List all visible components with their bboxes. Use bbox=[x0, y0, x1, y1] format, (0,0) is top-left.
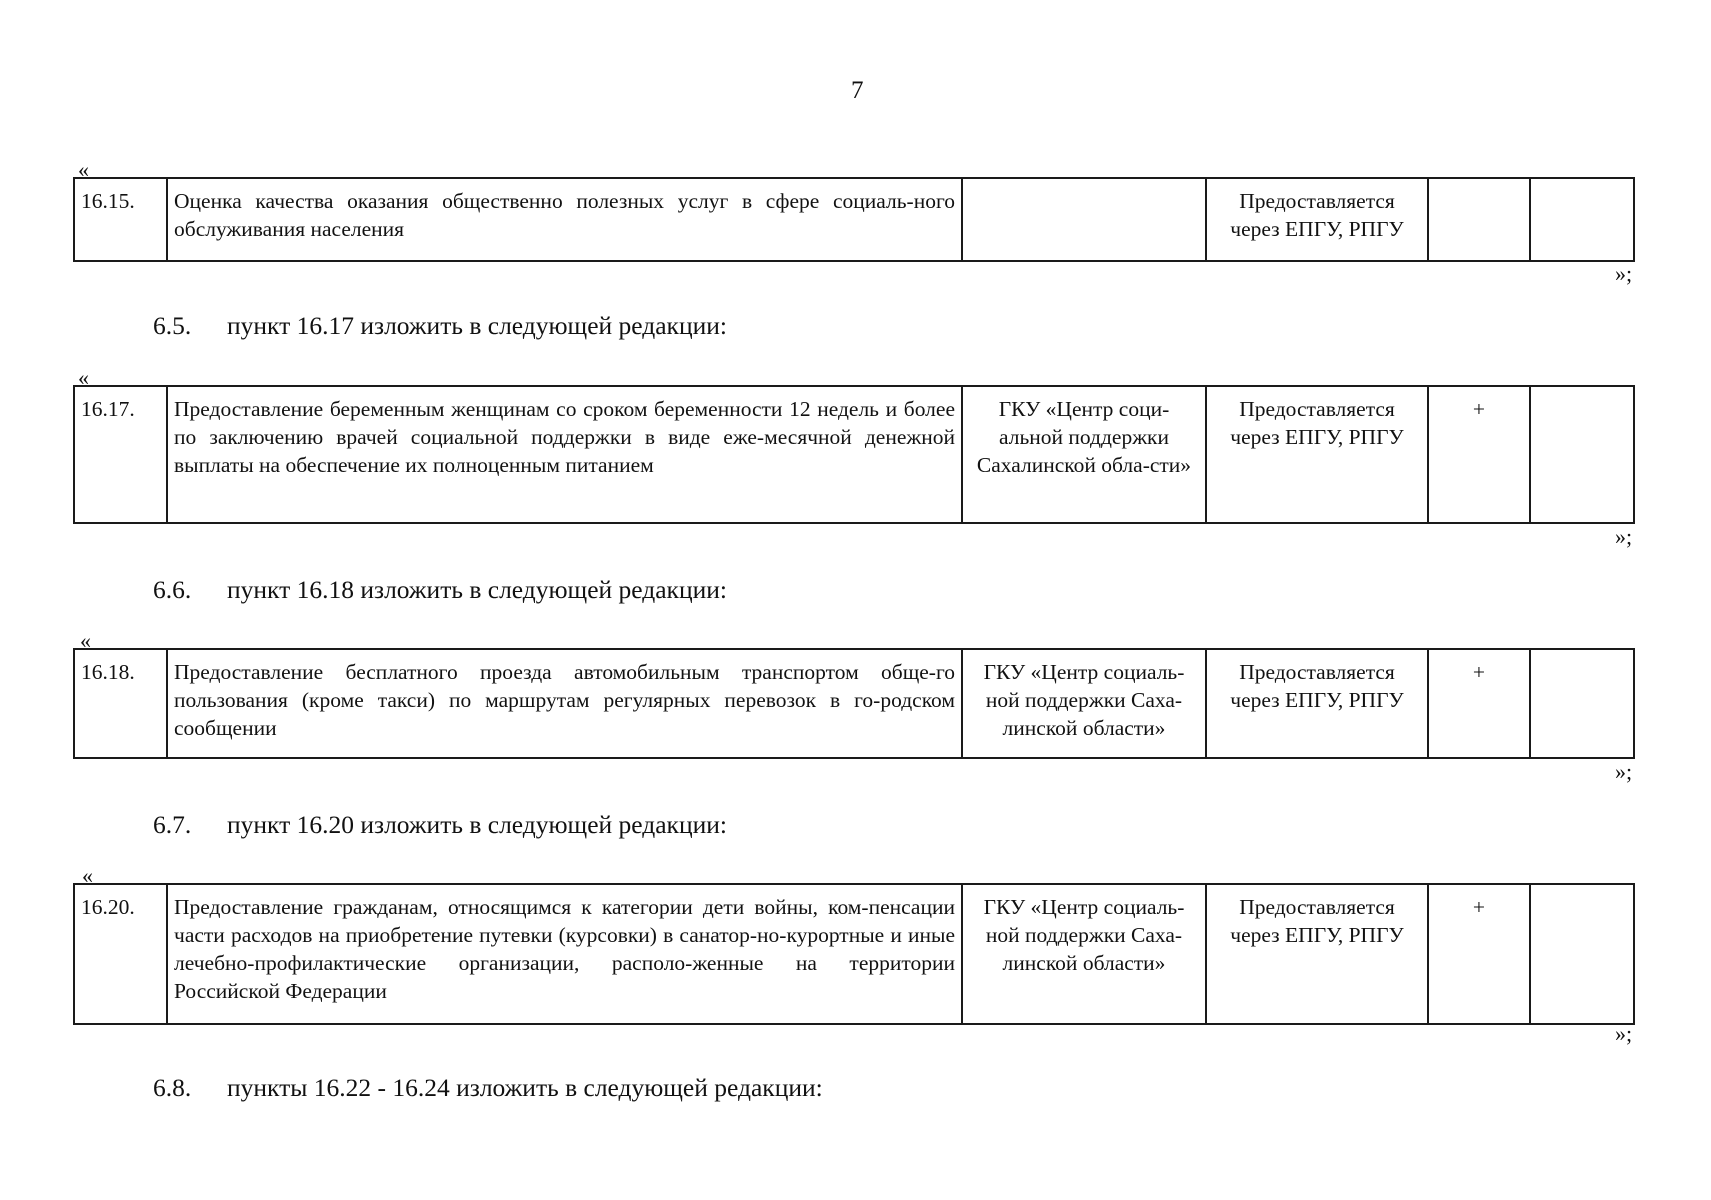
extra-cell bbox=[1530, 178, 1634, 261]
provision-method: Предоставляется через ЕПГУ, РПГУ bbox=[1206, 178, 1428, 261]
provision-method: Предоставляется через ЕПГУ, РПГУ bbox=[1206, 386, 1428, 523]
closing-quote: »; bbox=[1615, 1021, 1633, 1046]
extra-cell bbox=[1530, 649, 1634, 758]
section-heading-6-5 bbox=[153, 310, 727, 342]
heading-text: пункт 16.20 изложить в следующей редакции: bbox=[227, 810, 727, 839]
row-number: 16.18. bbox=[74, 649, 167, 758]
provision-method: Предоставляется через ЕПГУ, РПГУ bbox=[1206, 649, 1428, 758]
organization: ГКУ «Центр социаль-ной поддержки Саха-линской области» bbox=[962, 884, 1206, 1024]
mark-cell: + bbox=[1428, 649, 1530, 758]
organization: ГКУ «Центр соци-альной поддержки Сахалинской обла-сти» bbox=[962, 386, 1206, 523]
heading-number: 6.7. bbox=[153, 810, 192, 839]
opening-quote: « bbox=[80, 628, 91, 653]
heading-text: пункт 16.17 изложить в следующей редакции: bbox=[227, 311, 727, 340]
row-number: 16.17. bbox=[74, 386, 167, 523]
closing-quote: »; bbox=[1615, 261, 1633, 286]
section-heading-6-8 bbox=[153, 1072, 823, 1104]
table-row-16-18 bbox=[73, 648, 1635, 759]
opening-quote: « bbox=[78, 157, 89, 182]
heading-text: пункт 16.18 изложить в следующей редакции: bbox=[227, 575, 727, 604]
mark-cell: + bbox=[1428, 884, 1530, 1024]
closing-quote: »; bbox=[1615, 524, 1633, 549]
closing-quote: »; bbox=[1615, 759, 1633, 784]
heading-number: 6.5. bbox=[153, 311, 192, 340]
service-name: Предоставление гражданам, относящимся к категории дети войны, ком-пенсации части расходов на приобретение путевки (курсовки) в санатор-но-курортные и иные лечебно-профилактические организации, располо-женные на территории Российской Федерации bbox=[167, 884, 962, 1024]
opening-quote: « bbox=[78, 365, 89, 390]
organization: ГКУ «Центр социаль-ной поддержки Саха-линской области» bbox=[962, 649, 1206, 758]
opening-quote: « bbox=[82, 863, 93, 888]
mark-cell bbox=[1428, 178, 1530, 261]
table-row-16-17 bbox=[73, 385, 1635, 524]
mark-cell: + bbox=[1428, 386, 1530, 523]
row-number: 16.20. bbox=[74, 884, 167, 1024]
extra-cell bbox=[1530, 386, 1634, 523]
organization bbox=[962, 178, 1206, 261]
table-row-16-15 bbox=[73, 177, 1635, 262]
heading-number: 6.8. bbox=[153, 1073, 192, 1102]
extra-cell bbox=[1530, 884, 1634, 1024]
section-heading-6-7 bbox=[153, 809, 727, 841]
service-name: Оценка качества оказания общественно полезных услуг в сфере социаль-ного обслуживания населения bbox=[167, 178, 962, 261]
page-number: 7 bbox=[851, 77, 864, 104]
heading-text: пункты 16.22 - 16.24 изложить в следующей редакции: bbox=[227, 1073, 823, 1102]
service-name: Предоставление беременным женщинам со сроком беременности 12 недель и более по заключению врачей социальной поддержки в виде еже-месячной денежной выплаты на обеспечение их полноценным питанием bbox=[167, 386, 962, 523]
row-number: 16.15. bbox=[74, 178, 167, 261]
provision-method: Предоставляется через ЕПГУ, РПГУ bbox=[1206, 884, 1428, 1024]
section-heading-6-6 bbox=[153, 574, 727, 606]
heading-number: 6.6. bbox=[153, 575, 192, 604]
table-row-16-20 bbox=[73, 883, 1635, 1025]
service-name: Предоставление бесплатного проезда автомобильным транспортом обще-го пользования (кроме такси) по маршрутам регулярных перевозок в го-родском сообщении bbox=[167, 649, 962, 758]
